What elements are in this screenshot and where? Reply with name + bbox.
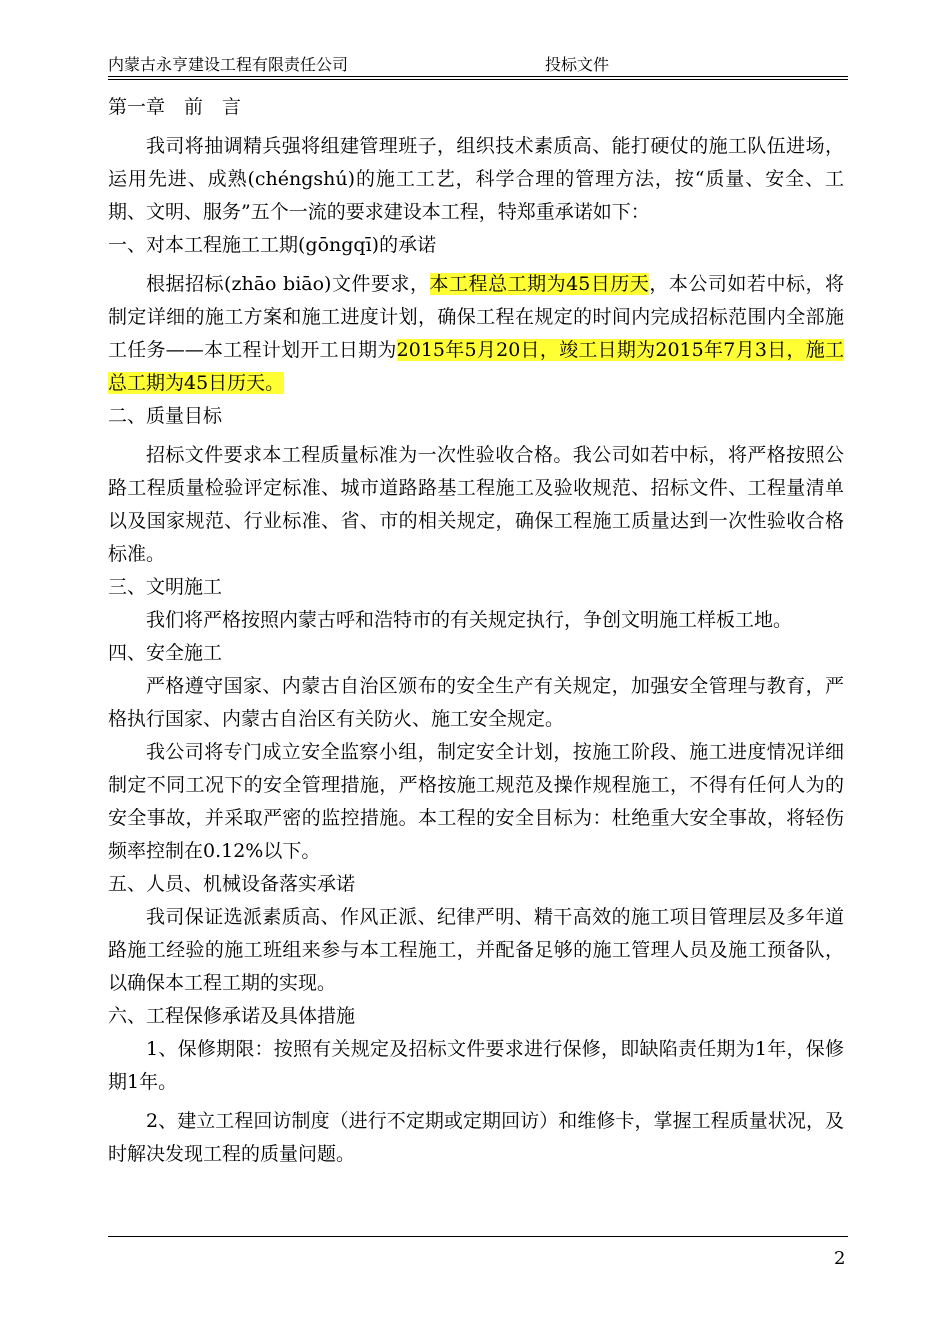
- section-6-paragraph-2: 2、建立工程回访制度（进行不定期或定期回访）和维修卡，掌握工程质量状况，及时解决发现工程的质量问题。: [108, 1110, 844, 1165]
- highlight-schedule-dates: 2015年5月20日，竣工日期为2015年7月3日，施工总工期为45日历天。: [108, 339, 844, 394]
- intro-paragraph: 我司将抽调精兵强将组建管理班子，组织技术素质高、能打硬仗的施工队伍进场，运用先进、成熟(chéngshú)的施工工艺，科学合理的管理方法，按“质量、安全、工期、文明、服务”五个一流的要求建设本工程，特郑重承诺如下：: [108, 135, 844, 223]
- section-1-paragraph: [108, 268, 844, 400]
- section-6-paragraph-1: 1、保修期限：按照有关规定及招标文件要求进行保修，即缺陷责任期为1年，保修期1年。: [108, 1038, 844, 1093]
- section-4-paragraph-1: 严格遵守国家、内蒙古自治区颁布的安全生产有关规定，加强安全管理与教育，严格执行国家、内蒙古自治区有关防火、施工安全规定。: [108, 675, 844, 730]
- section-6-heading: 六、工程保修承诺及具体措施: [108, 1005, 356, 1027]
- section-1-text-b: ，本公司如若中标，将制定详细的施工方案和施工进度计划，确保工程在规定的时间内完成招标范围内全部施工任务——本工程计划开工日期为: [108, 273, 844, 361]
- section-2-paragraph: 招标文件要求本工程质量标准为一次性验收合格。我公司如若中标，将严格按照公路工程质量检验评定标准、城市道路路基工程施工及验收规范、招标文件、工程量清单以及国家规范、行业标准、省、市的相关规定，确保工程施工质量达到一次性验收合格标准。: [108, 444, 844, 565]
- header-rule: [108, 76, 848, 77]
- header-company-name: 内蒙古永亨建设工程有限责任公司: [108, 55, 349, 74]
- section-5-heading: 五、人员、机械设备落实承诺: [108, 873, 356, 895]
- section-2-heading: 二、质量目标: [108, 405, 223, 427]
- section-4-heading: 四、安全施工: [108, 642, 223, 664]
- document-body: [108, 91, 844, 1171]
- header-rule-secondary: [108, 79, 848, 80]
- section-3-paragraph: 我们将严格按照内蒙古呼和浩特市的有关规定执行，争创文明施工样板工地。: [146, 609, 793, 631]
- section-1-text-a: 根据招标(zhāo biāo)文件要求，: [146, 273, 430, 295]
- page-number: 2: [834, 1248, 846, 1269]
- section-5-paragraph: 我司保证选派素质高、作风正派、纪律严明、精干高效的施工项目管理层及多年道路施工经验的施工班组来参与本工程施工，并配备足够的施工管理人员及施工预备队，以确保本工程工期的实现。: [108, 906, 844, 994]
- highlight-total-duration: 本工程总工期为45日历天: [429, 273, 650, 295]
- section-1-heading: 一、对本工程施工工期(gōngqī)的承诺: [108, 234, 437, 256]
- chapter-title: 第一章 前 言: [108, 96, 242, 118]
- header-document-type: 投标文件: [545, 55, 610, 74]
- page-header: [108, 54, 844, 78]
- section-3-heading: 三、文明施工: [108, 576, 223, 598]
- section-4-paragraph-2: 我公司将专门成立安全监察小组，制定安全计划，按施工阶段、施工进度情况详细制定不同工况下的安全管理措施，严格按施工规范及操作规程施工，不得有任何人为的安全事故，并采取严密的监控措施。本工程的安全目标为：杜绝重大安全事故，将轻伤频率控制在0.12%以下。: [108, 741, 844, 862]
- footer-rule: [108, 1236, 848, 1237]
